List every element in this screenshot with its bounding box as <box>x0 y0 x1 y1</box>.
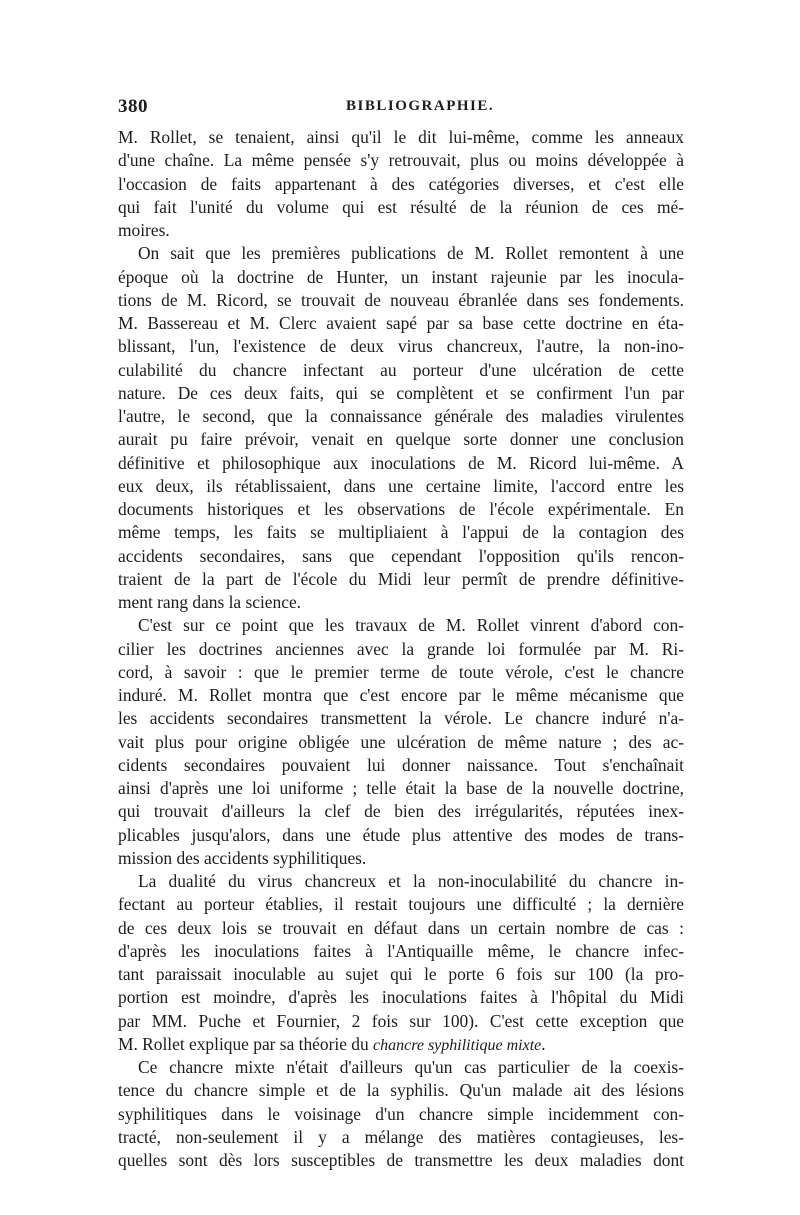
text-line: par MM. Puche et Fournier, 2 fois sur 100). C'est cette exception que <box>118 1010 684 1031</box>
text-line: On sait que les premières publications de M. Rollet remontent à une <box>138 243 684 264</box>
text-line: même temps, les faits se multipliaient à l'appui de la contagion des <box>118 522 684 543</box>
text-line: époque où la doctrine de Hunter, un instant rajeunie par les inocula- <box>118 266 684 287</box>
running-head <box>118 96 684 120</box>
text-line: eux deux, ils rétablissaient, dans une certaine limite, l'accord entre les <box>118 475 684 496</box>
page-number: 380 <box>118 96 148 117</box>
text-line: ment rang dans la science. <box>118 592 302 612</box>
text-line: M. Rollet, se tenaient, ainsi qu'il le dit lui-même, comme les anneaux <box>118 127 684 147</box>
text-line: d'après les inoculations faites à l'Antiquaille même, le chancre infec- <box>118 940 684 961</box>
text-line: tence du chancre simple et de la syphilis. Qu'un malade ait des lésions <box>118 1080 684 1101</box>
text-line: tions de M. Ricord, se trouvait de nouveau ébranlée dans ses fondements. <box>118 289 684 310</box>
text-line: tracté, non-seulement il y a mélange des matières contagieuses, les- <box>118 1126 684 1147</box>
text-line: moires. <box>118 220 170 240</box>
text-segment: . <box>541 1033 546 1054</box>
text-line: M. Bassereau et M. Clerc avaient sapé par sa base cette doctrine en éta- <box>118 313 684 333</box>
text-line: l'occasion de faits appartenant à des catégories diverses, et c'est elle <box>118 173 684 194</box>
text-line: documents historiques et les observations de l'école expérimentale. En <box>118 499 684 519</box>
text-line: nature. De ces deux faits, qui se complètent et se confirment l'un par <box>118 382 684 403</box>
text-line: cidents secondaires pouvaient lui donner naissance. Tout s'enchaînait <box>118 754 684 775</box>
text-line: l'autre, le second, que la connaissance générale des maladies virulentes <box>118 406 684 426</box>
text-line: C'est sur ce point que les travaux de M. Rollet vinrent d'abord con- <box>138 615 684 636</box>
body-text <box>118 126 684 1172</box>
text-line-with-italic <box>118 1033 684 1056</box>
text-line: ainsi d'après une loi uniforme ; telle était la base de la nouvelle doctrine, <box>118 778 684 798</box>
text-line: plicables jusqu'alors, dans une étude plus attentive des modes de trans- <box>118 824 684 845</box>
text-line: de ces deux lois se trouvait en défaut dans un certain nombre de cas : <box>118 917 684 938</box>
text-line: blissant, l'un, l'existence de deux virus chancreux, l'autre, la non-ino- <box>118 336 684 357</box>
text-line: induré. M. Rollet montra que c'est encore par le même mécanisme que <box>118 685 684 705</box>
text-line: La dualité du virus chancreux et la non-inoculabilité du chancre in- <box>138 871 684 891</box>
text-line: cilier les doctrines anciennes avec la grande loi formulée par M. Ri- <box>118 638 684 659</box>
text-line: cord, à savoir : que le premier terme de toute vérole, c'est le chancre <box>118 661 684 682</box>
text-line: qui fait l'unité du volume qui est résulté de la réunion de ces mé- <box>118 196 684 217</box>
text-line: syphilitiques dans le voisinage d'un chancre simple incidemment con- <box>118 1103 684 1124</box>
text-line: fectant au porteur établies, il restait toujours une difficulté ; la dernière <box>118 894 684 915</box>
text-line: mission des accidents syphilitiques. <box>118 847 367 868</box>
text-line: qui trouvait d'ailleurs la clef de bien des irrégularités, réputées inex- <box>118 801 684 822</box>
text-line: les accidents secondaires transmettent la vérole. Le chancre induré n'a- <box>118 708 684 729</box>
text-line: portion est moindre, d'après les inoculations faites à l'hôpital du Midi <box>118 987 684 1008</box>
text-line: définitive et philosophique aux inoculations de M. Ricord lui-même. A <box>118 452 684 473</box>
text-line: traient de la part de l'école du Midi leur permît de prendre définitive- <box>118 568 684 589</box>
text-line: aurait pu faire prévoir, venait en quelque sorte donner une conclusion <box>118 429 684 450</box>
text-line: culabilité du chancre infectant au porteur d'une ulcération de cette <box>118 359 684 380</box>
text-line: vait plus pour origine obligée une ulcération de même nature ; des ac- <box>118 731 684 752</box>
text-line: accidents secondaires, sans que cependant l'opposition qu'ils rencon- <box>118 545 684 566</box>
text-line: tant paraissait inoculable au sujet qui le porte 6 fois sur 100 (la pro- <box>118 964 684 984</box>
text-segment: M. Rollet explique par sa théorie du <box>118 1033 369 1054</box>
text-line: Ce chancre mixte n'était d'ailleurs qu'un cas particulier de la coexis- <box>138 1057 684 1077</box>
text-line: d'une chaîne. La même pensée s'y retrouvait, plus ou moins développée à <box>118 150 684 171</box>
text-line: quelles sont dès lors susceptibles de transmettre les deux maladies dont <box>118 1150 684 1170</box>
running-title: BIBLIOGRAPHIE. <box>346 98 495 114</box>
italic-term: chancre syphilitique mixte <box>373 1036 542 1054</box>
